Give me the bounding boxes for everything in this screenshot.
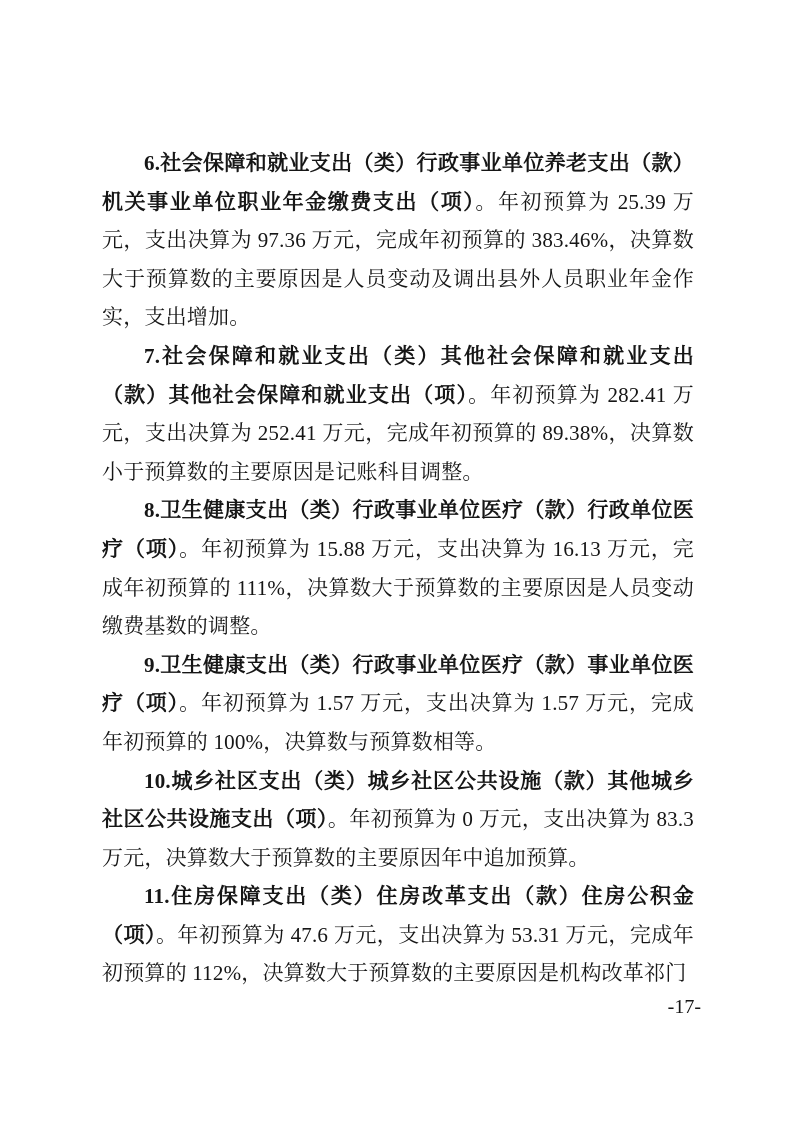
paragraph-body: 。年初预算为 47.6 万元，支出决算为 53.31 万元，完成年初预算的 112%，决算数大于预算数的主要原因是机构改革祁门 bbox=[102, 922, 694, 986]
paragraph-body: 。年初预算为 0 万元，支出决算为 83.3 万元，决算数大于预算数的主要原因年中追加预算。 bbox=[102, 807, 695, 870]
paragraph-heading: 8.卫生健康支出（类）行政事业单位医疗（款）行政单位医疗（项） bbox=[102, 498, 694, 561]
paragraph-item-10 bbox=[102, 762, 694, 878]
paragraph-item-9 bbox=[102, 646, 694, 762]
paragraph-heading: 9.卫生健康支出（类）行政事业单位医疗（款）事业单位医疗（项） bbox=[102, 652, 694, 716]
paragraph-item-6 bbox=[102, 144, 694, 337]
paragraph-body: 。年初预算为 15.88 万元，支出决算为 16.13 万元，完成年初预算的 111%，决算数大于预算数的主要原因是人员变动缴费基数的调整。 bbox=[102, 536, 694, 639]
paragraph-item-8 bbox=[102, 491, 694, 645]
paragraph-item-7 bbox=[102, 337, 694, 491]
paragraph-heading: 7.社会保障和就业支出（类）其他社会保障和就业支出（款）其他社会保障和就业支出（项） bbox=[102, 343, 694, 407]
paragraph-body: 。年初预算为 25.39 万元，支出决算为 97.36 万元，完成年初预算的 383.46%，决算数大于预算数的主要原因是人员变动及调出县外人员职业年金作实，支出增加。 bbox=[102, 189, 694, 330]
document-body bbox=[102, 144, 694, 993]
paragraph-heading: 6.社会保障和就业支出（类）行政事业单位养老支出（款）机关事业单位职业年金缴费支出（项） bbox=[102, 151, 694, 214]
paragraph-item-11 bbox=[102, 877, 694, 993]
paragraph-heading: 10.城乡社区支出（类）城乡社区公共设施（款）其他城乡社区公共设施支出（项） bbox=[102, 768, 694, 832]
paragraph-body: 。年初预算为 282.41 万元，支出决算为 252.41 万元，完成年初预算的 89.38%，决算数小于预算数的主要原因是记账科目调整。 bbox=[102, 382, 695, 484]
page-number: -17- bbox=[667, 996, 701, 1018]
paragraph-body: 。年初预算为 1.57 万元，支出决算为 1.57 万元，完成年初预算的 100%，决算数与预算数相等。 bbox=[102, 691, 694, 754]
paragraph-heading: 11.住房保障支出（类）住房改革支出（款）住房公积金（项） bbox=[102, 884, 694, 947]
